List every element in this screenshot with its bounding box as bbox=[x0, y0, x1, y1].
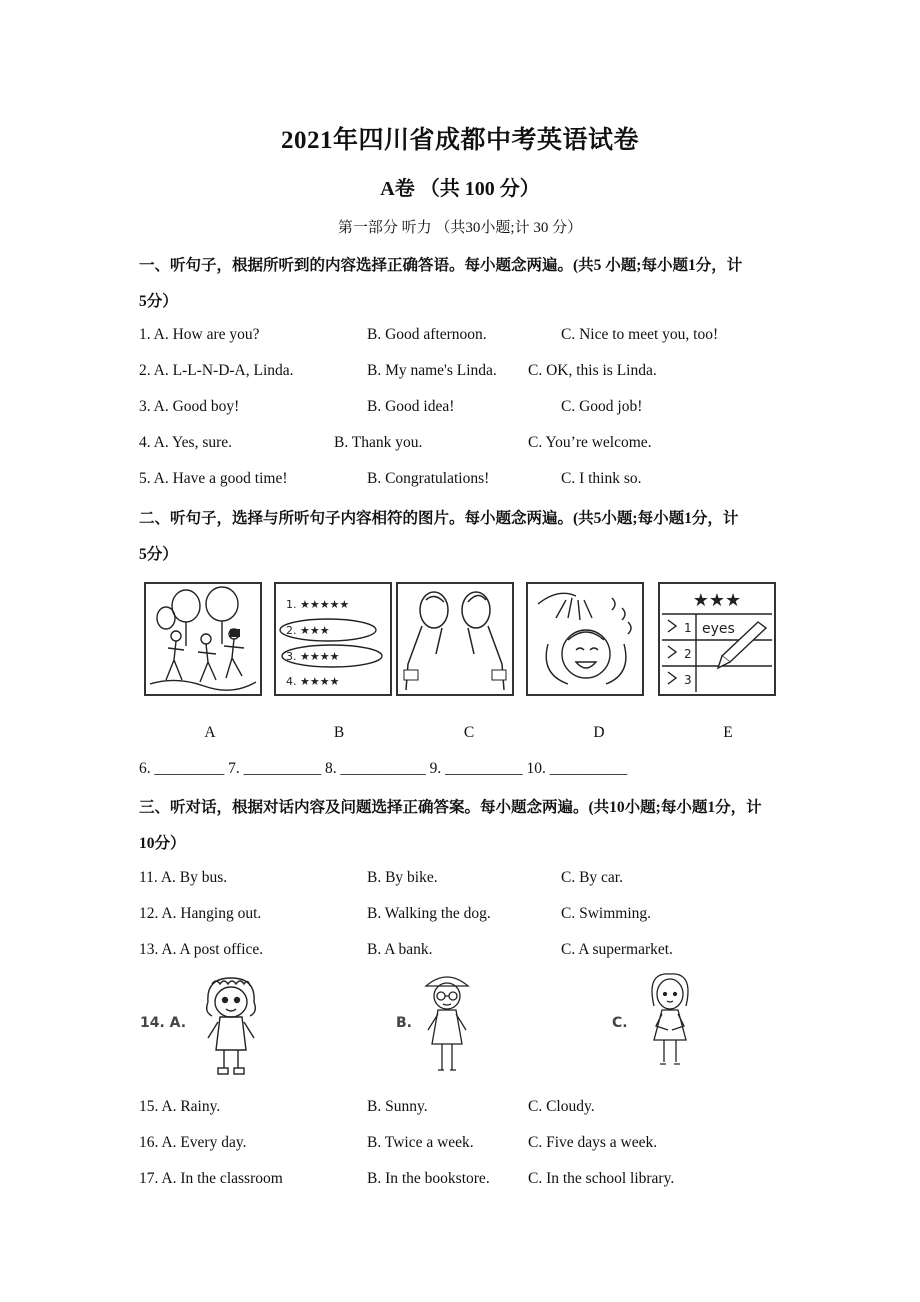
chart-stars: ★★★ bbox=[692, 590, 742, 611]
chart-row-1: 1 bbox=[684, 621, 692, 635]
q15-option-c: C. Cloudy. bbox=[528, 1098, 595, 1115]
picture-b-star-ratings bbox=[274, 582, 392, 696]
q4-option-c: C. You’re welcome. bbox=[528, 434, 652, 451]
q14-label-b: B. bbox=[396, 1015, 412, 1031]
section-one-heading: 一、听句子，根据所听到的内容选择正确答语。每小题念两遍。(共5 小题;每小题1分，计 bbox=[139, 257, 743, 274]
rating-row-1: 1. ★★★★★ bbox=[286, 598, 350, 611]
q14-girl-c-long-hair bbox=[640, 970, 700, 1074]
picture-label-a: A bbox=[204, 724, 216, 741]
picture-c-two-people-bowing bbox=[396, 582, 514, 696]
q11-option-c: C. By car. bbox=[561, 869, 623, 886]
q5-option-c: C. I think so. bbox=[561, 470, 642, 487]
q14-label-a: 14. A. bbox=[140, 1015, 187, 1031]
paper-subtitle: A卷 （共 100 分） bbox=[380, 178, 540, 200]
q13-option-a: 13. A. A post office. bbox=[139, 941, 264, 958]
section-one-heading-cont: 5分） bbox=[139, 293, 178, 310]
q14-girl-b-hat-glasses bbox=[420, 970, 474, 1080]
section-three-heading-cont: 10分） bbox=[139, 835, 186, 852]
picture-a-park-people bbox=[144, 582, 262, 696]
chart-word-eyes: eyes bbox=[702, 621, 735, 637]
q16-option-b: B. Twice a week. bbox=[367, 1134, 474, 1151]
q17-option-c: C. In the school library. bbox=[528, 1170, 675, 1187]
q11-option-a: 11. A. By bus. bbox=[139, 869, 228, 886]
q3-option-c: C. Good job! bbox=[561, 398, 643, 415]
section-three-heading: 三、听对话，根据对话内容及问题选择正确答案。每小题念两遍。(共10小题;每小题1分，计 bbox=[139, 799, 762, 816]
rating-row-3: 3. ★★★★ bbox=[286, 650, 340, 663]
picture-label-e: E bbox=[723, 724, 733, 741]
chart-row-2: 2 bbox=[684, 647, 692, 661]
q14-girl-a-curly-hair bbox=[196, 972, 266, 1082]
q2-option-a: 2. A. L-L-N-D-A, Linda. bbox=[139, 362, 294, 379]
q4-option-a: 4. A. Yes, sure. bbox=[139, 434, 233, 451]
q12-option-c: C. Swimming. bbox=[561, 905, 652, 922]
q1-option-b: B. Good afternoon. bbox=[367, 326, 487, 343]
exam-title: 2021年四川省成都中考英语试卷 bbox=[280, 127, 639, 154]
q12-option-b: B. Walking the dog. bbox=[367, 905, 491, 922]
q13-option-b: B. A bank. bbox=[367, 941, 433, 958]
q15-option-b: B. Sunny. bbox=[367, 1098, 428, 1115]
picture-e-eyes-chart bbox=[658, 582, 776, 696]
q2-option-b: B. My name's Linda. bbox=[367, 362, 497, 379]
chart-row-3: 3 bbox=[684, 673, 692, 687]
q1-option-c: C. Nice to meet you, too! bbox=[561, 326, 719, 343]
q3-option-a: 3. A. Good boy! bbox=[139, 398, 240, 415]
q17-option-a: 17. A. In the classroom bbox=[139, 1170, 283, 1187]
q16-option-a: 16. A. Every day. bbox=[139, 1134, 247, 1151]
answer-blanks-6-10: 6. _________ 7. __________ 8. ___________ 9. __________ 10. __________ bbox=[139, 760, 628, 777]
q17-option-b: B. In the bookstore. bbox=[367, 1170, 490, 1187]
picture-label-c: C bbox=[463, 724, 475, 741]
section-two-heading-cont: 5分） bbox=[139, 546, 178, 563]
rating-row-4: 4. ★★★★ bbox=[286, 675, 340, 688]
q5-option-b: B. Congratulations! bbox=[367, 470, 490, 487]
q16-option-c: C. Five days a week. bbox=[528, 1134, 658, 1151]
q5-option-a: 5. A. Have a good time! bbox=[139, 470, 288, 487]
q4-option-b: B. Thank you. bbox=[334, 434, 423, 451]
picture-label-d: D bbox=[593, 724, 605, 741]
q14-label-c: C. bbox=[612, 1015, 628, 1031]
part-one-heading: 第一部分 听力 （共30小题;计 30 分） bbox=[337, 220, 583, 236]
section-two-heading: 二、听句子，选择与所听句子内容相符的图片。每小题念两遍。(共5小题;每小题1分，计 bbox=[139, 510, 739, 527]
rating-row-2: 2. ★★★ bbox=[286, 624, 330, 637]
q13-option-c: C. A supermarket. bbox=[561, 941, 673, 958]
q12-option-a: 12. A. Hanging out. bbox=[139, 905, 262, 922]
picture-label-b: B bbox=[333, 724, 345, 741]
q3-option-b: B. Good idea! bbox=[367, 398, 455, 415]
q1-option-a: 1. A. How are you? bbox=[139, 326, 260, 343]
q2-option-c: C. OK, this is Linda. bbox=[528, 362, 657, 379]
q11-option-b: B. By bike. bbox=[367, 869, 438, 886]
picture-d-laughing-child bbox=[526, 582, 644, 696]
q15-option-a: 15. A. Rainy. bbox=[139, 1098, 221, 1115]
